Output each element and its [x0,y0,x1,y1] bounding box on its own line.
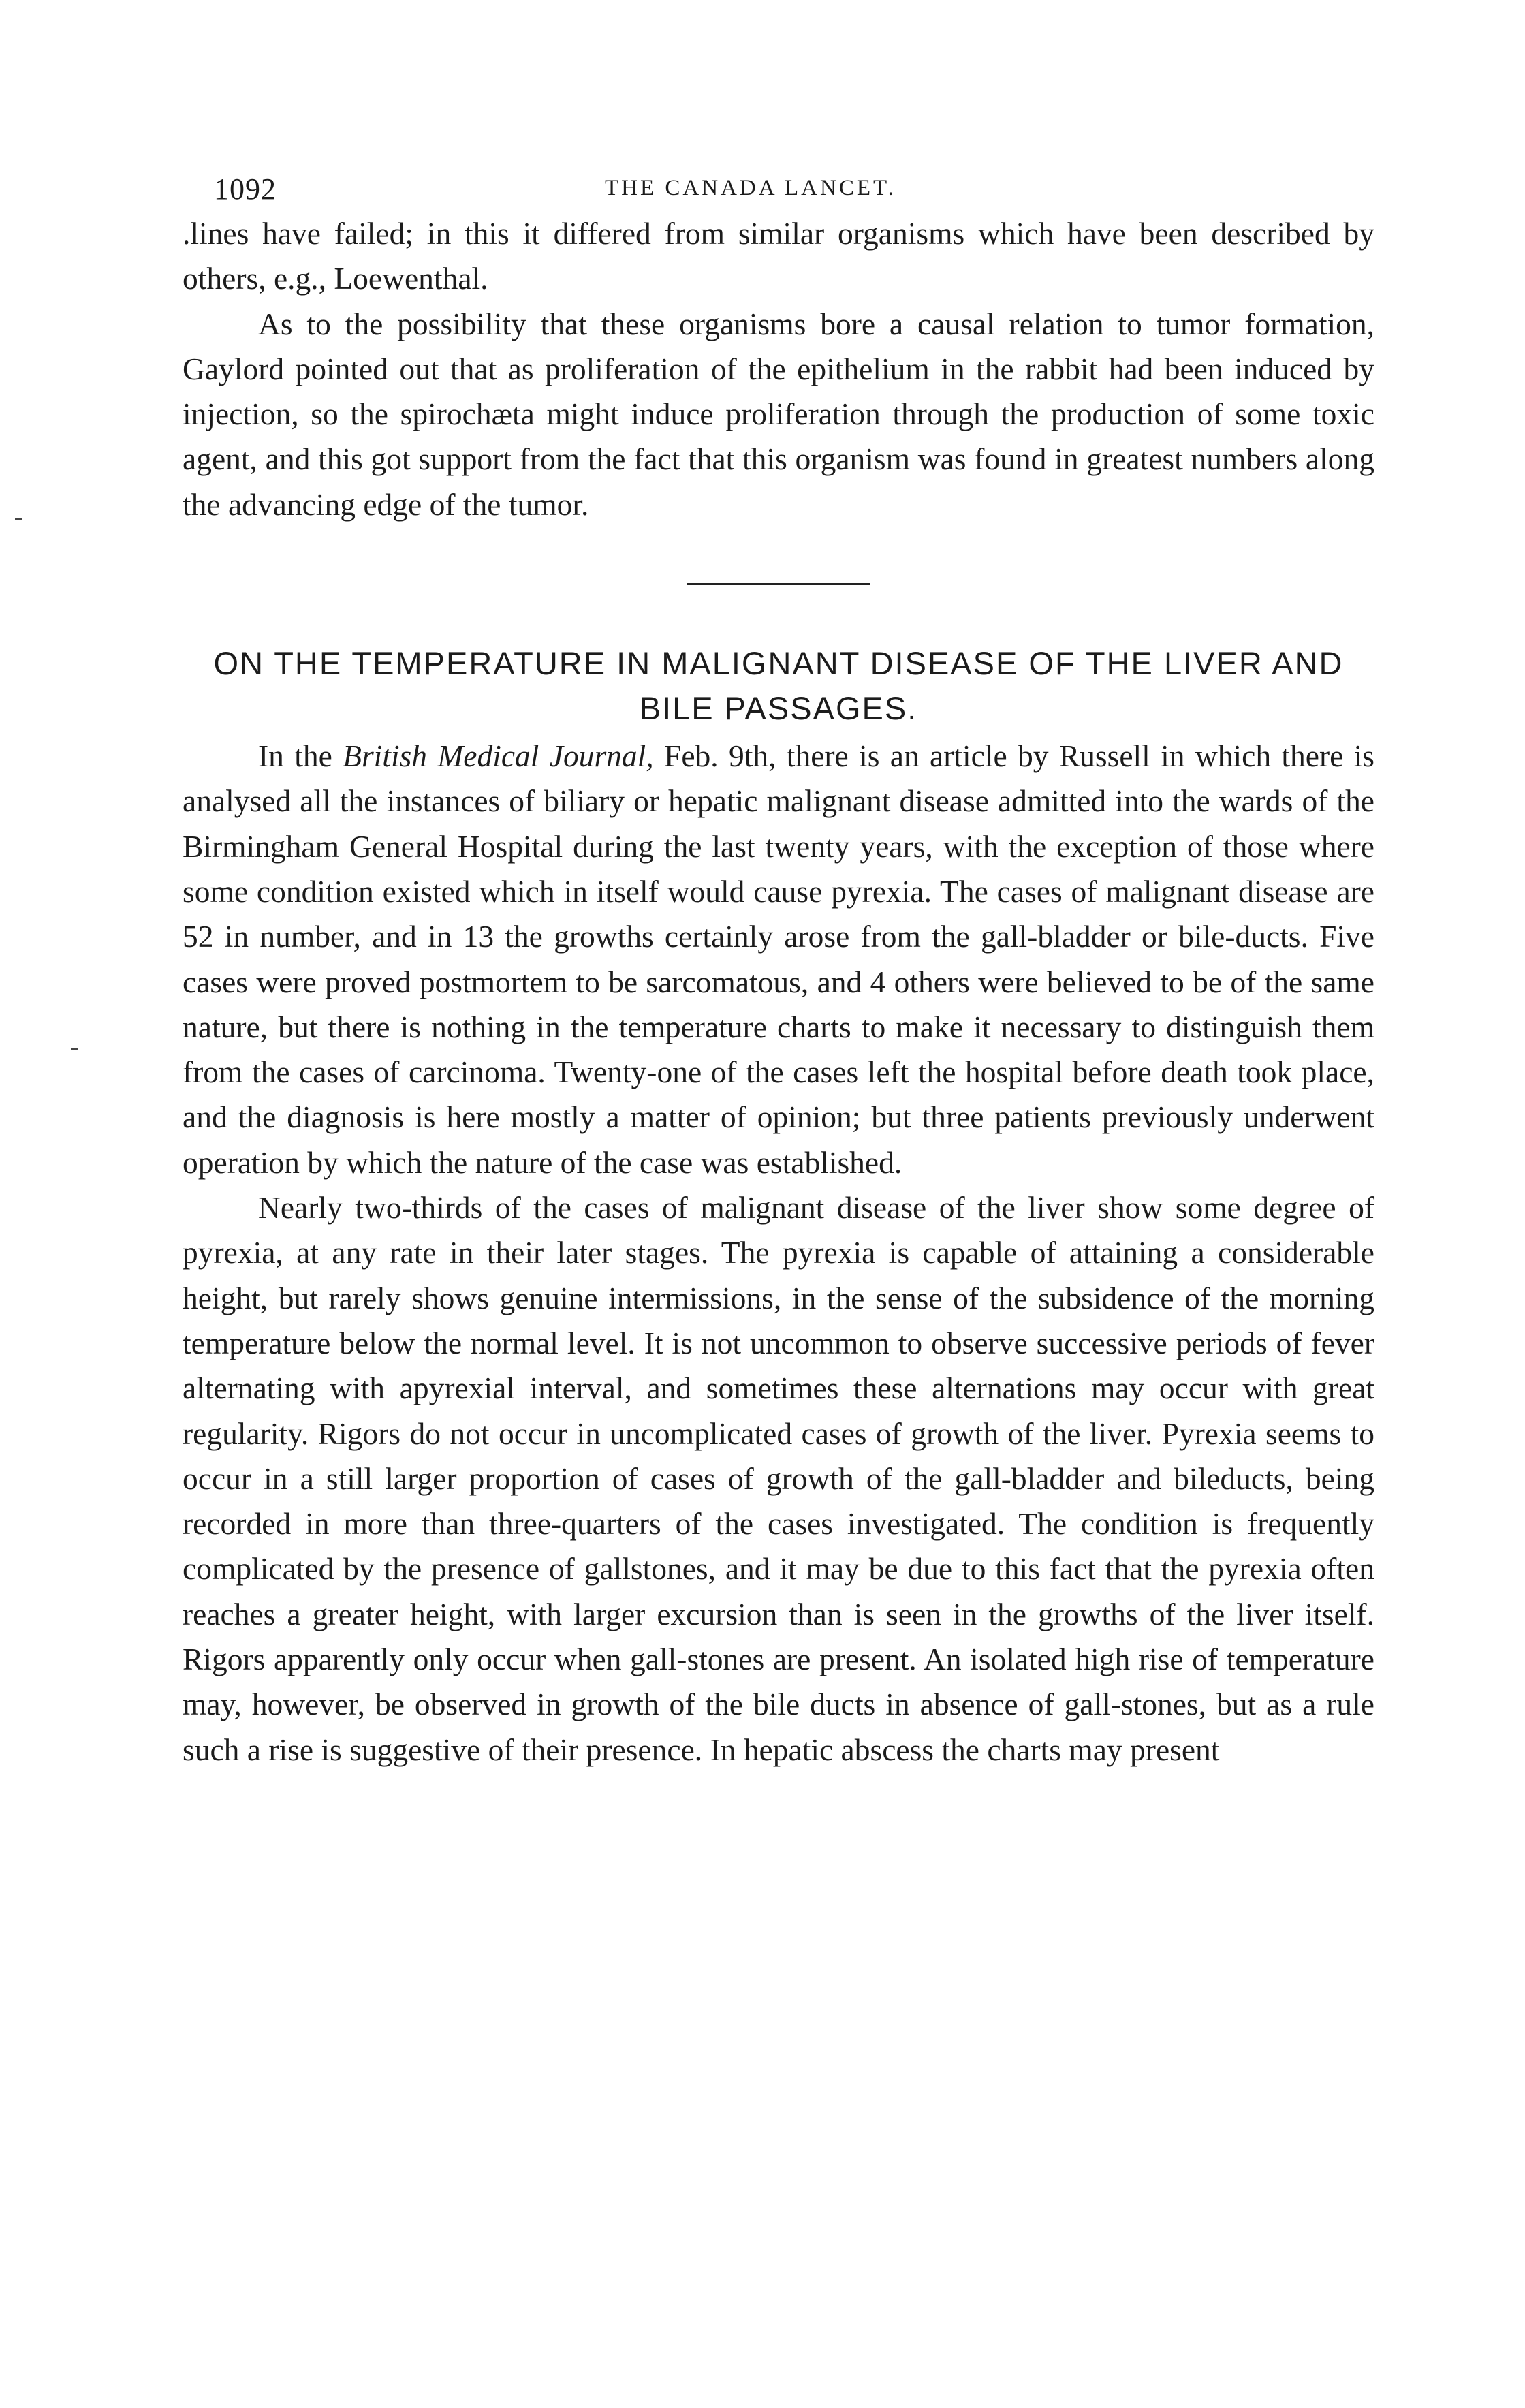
continued-paragraph: As to the possibility that these organisms bore a causal relation to tumor formation, Gaylord pointed out that as proliferation of the epithelium in the rabbit had been induced by injection, so the spirochæta might induce proliferation through the production of some toxic agent, and this got support from the fact that this organism was found in greatest numbers along the advancing edge of the tumor. [183,306,1374,522]
journal-citation: British Medical Journal, [343,738,654,774]
continued-section [183,211,1374,527]
journal-title: THE CANADA LANCET. [605,176,896,200]
paragraph-lead: In the [258,738,343,774]
article-paragraph: Nearly two-thirds of the cases of malignant disease of the liver show some degree of pyrexia, at any rate in their later stages. The pyrexia is capable of attaining a considerable height, but rarely shows genuine intermissions, in the sense of the subsidence of the morning temperature below the normal level. It is not uncommon to observe successive periods of fever alternating with apyrexial interval, and sometimes these alternations may occur with great regularity. Rigors do not occur in uncomplicated cases of growth of the liver. Pyrexia seems to occur in a still larger proportion of cases of growth of the gall-bladder and bileducts, being recorded in more than three-quarters of the cases investigated. The condition is frequently complicated by the presence of gallstones, and it may be due to this fact that the pyrexia often reaches a greater height, with larger excursion than is seen in the growths of the liver itself. Rigors apparently only occur when gall-stones are present. An isolated high rise of temperature may, however, be observed in growth of the bile ducts in absence of gall-stones, but as a rule such a rise is suggestive of their presence. In hepatic abscess the charts may present [183,1190,1374,1767]
page-number: 1092 [214,172,277,206]
article-paragraph [183,734,1374,1185]
continued-paragraph: .lines have failed; in this it differed from similar organisms which have been described by others, e.g., Loewenthal. [183,216,1374,296]
article-body [183,734,1374,1772]
running-head [183,157,1374,211]
paragraph-text: Feb. 9th, there is an article by Russell in which there is analysed all the instances of biliary or hepatic malignant disease admitted into the wards of the Birmingham General Hospital during the last twenty years, with the exception of those where some condition existed which in itself would cause pyrexia. The cases of malignant disease are 52 in number, and in 13 the growths certainly arose from the gall-bladder or bile-ducts. Five cases were proved postmortem to be sarcomatous, and 4 others were believed to be of the same nature, but there is nothing in the temperature charts to make it necessary to distinguish them from the cases of carcinoma. Twenty-one of the cases left the hospital before death took place, and the diagnosis is here mostly a matter of opinion; but three patients previously underwent operation by which the nature of the case was established. [183,738,1374,1180]
page [183,157,1374,1772]
scan-speck [71,1048,78,1050]
article-title: ON THE TEMPERATURE IN MALIGNANT DISEASE OF THE LIVER AND BILE PASSAGES. [213,645,1344,727]
scan-speck [15,518,22,520]
section-divider [687,583,870,585]
